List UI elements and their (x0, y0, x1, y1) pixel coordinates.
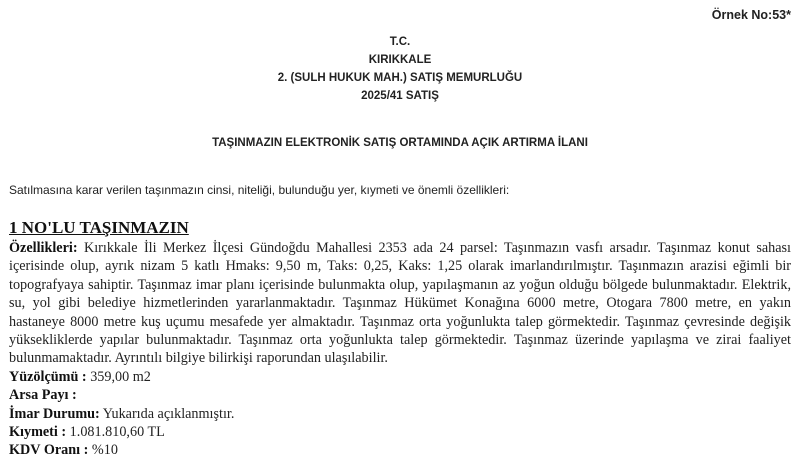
value-label: Kıymeti : (9, 424, 67, 441)
header-line-office: 2. (SULH HUKUK MAH.) SATIŞ MEMURLUĞU (277, 72, 523, 84)
announcement-title: TAŞINMAZIN ELEKTRONİK SATIŞ ORTAMINDA AÇIK ARTIRMA İLANI (212, 137, 588, 149)
header-line-tc: T.C. (389, 36, 411, 48)
area-value: 359,00 m2 (86, 368, 151, 385)
document-header (0, 33, 800, 105)
features-label: Özellikleri: (9, 240, 78, 256)
features-paragraph (9, 239, 791, 368)
area-label: Yüzölçümü : (9, 368, 87, 385)
header-line-file-no: 2025/41 SATIŞ (361, 90, 439, 102)
intro-text: Satılmasına karar verilen taşınmazın cinsi, niteliği, bulunduğu yer, kıymeti ve önemli özellikleri: (9, 183, 510, 197)
zoning-row (9, 405, 791, 423)
area-row (9, 368, 791, 386)
property-details (9, 239, 791, 460)
header-line-city: KIRIKKALE (368, 54, 432, 66)
share-row (9, 386, 791, 404)
vat-row (9, 441, 791, 459)
vat-value: %10 (88, 442, 118, 459)
zoning-value: Yukarıda açıklanmıştır. (99, 405, 235, 422)
value-row (9, 423, 791, 441)
zoning-label: İmar Durumu: (9, 405, 100, 422)
form-number: Örnek No:53* (711, 8, 791, 22)
share-label: Arsa Payı : (9, 387, 77, 404)
vat-label: KDV Oranı : (9, 442, 89, 459)
value-amount: 1.081.810,60 TL (66, 424, 165, 441)
features-text: Kırıkkale İli Merkez İlçesi Gündoğdu Mahallesi 2353 ada 24 parsel: Taşınmazın vasfı arsadır. Taşınmaz konut sahası içerisinde olup, ayrık nizam 5 katlı Hmaks: 9,50 m, Taks: 0,25, Kaks: 1,25 olarak imarlandırılmıştır. Taşınmazın arazisi eğimli bir topografyaya sahiptir. Taşınmaz imar planı içerisinde bulunmakta olup, yapılaşmanın az yoğun olduğu bölgede bulunmaktadır. Elektrik, su, yol gibi belediye hizmetlerinden yararlanmaktadır. Taşınmaz Hükümet Konağına 6000 metre, Otogara 7800 metre, en yakın hastaneye 8000 metre kuş uçumu mesafede yer almaktadır. Taşınmaz orta yoğunlukta talep görmektedir. Taşınmaz çevresinde değişik yüksekliklerde yapılar bulunmaktadır. Taşınmaz orta yoğunlukta talep görmektedir. Taşınmaz üzerinde yapılaşma ve zirai faaliyet bulunmamaktadır. Ayrıntılı bilgiye bilirkişi raporundan ulaşılabilir. (9, 240, 791, 367)
property-heading: 1 NO'LU TAŞINMAZIN (9, 218, 189, 237)
